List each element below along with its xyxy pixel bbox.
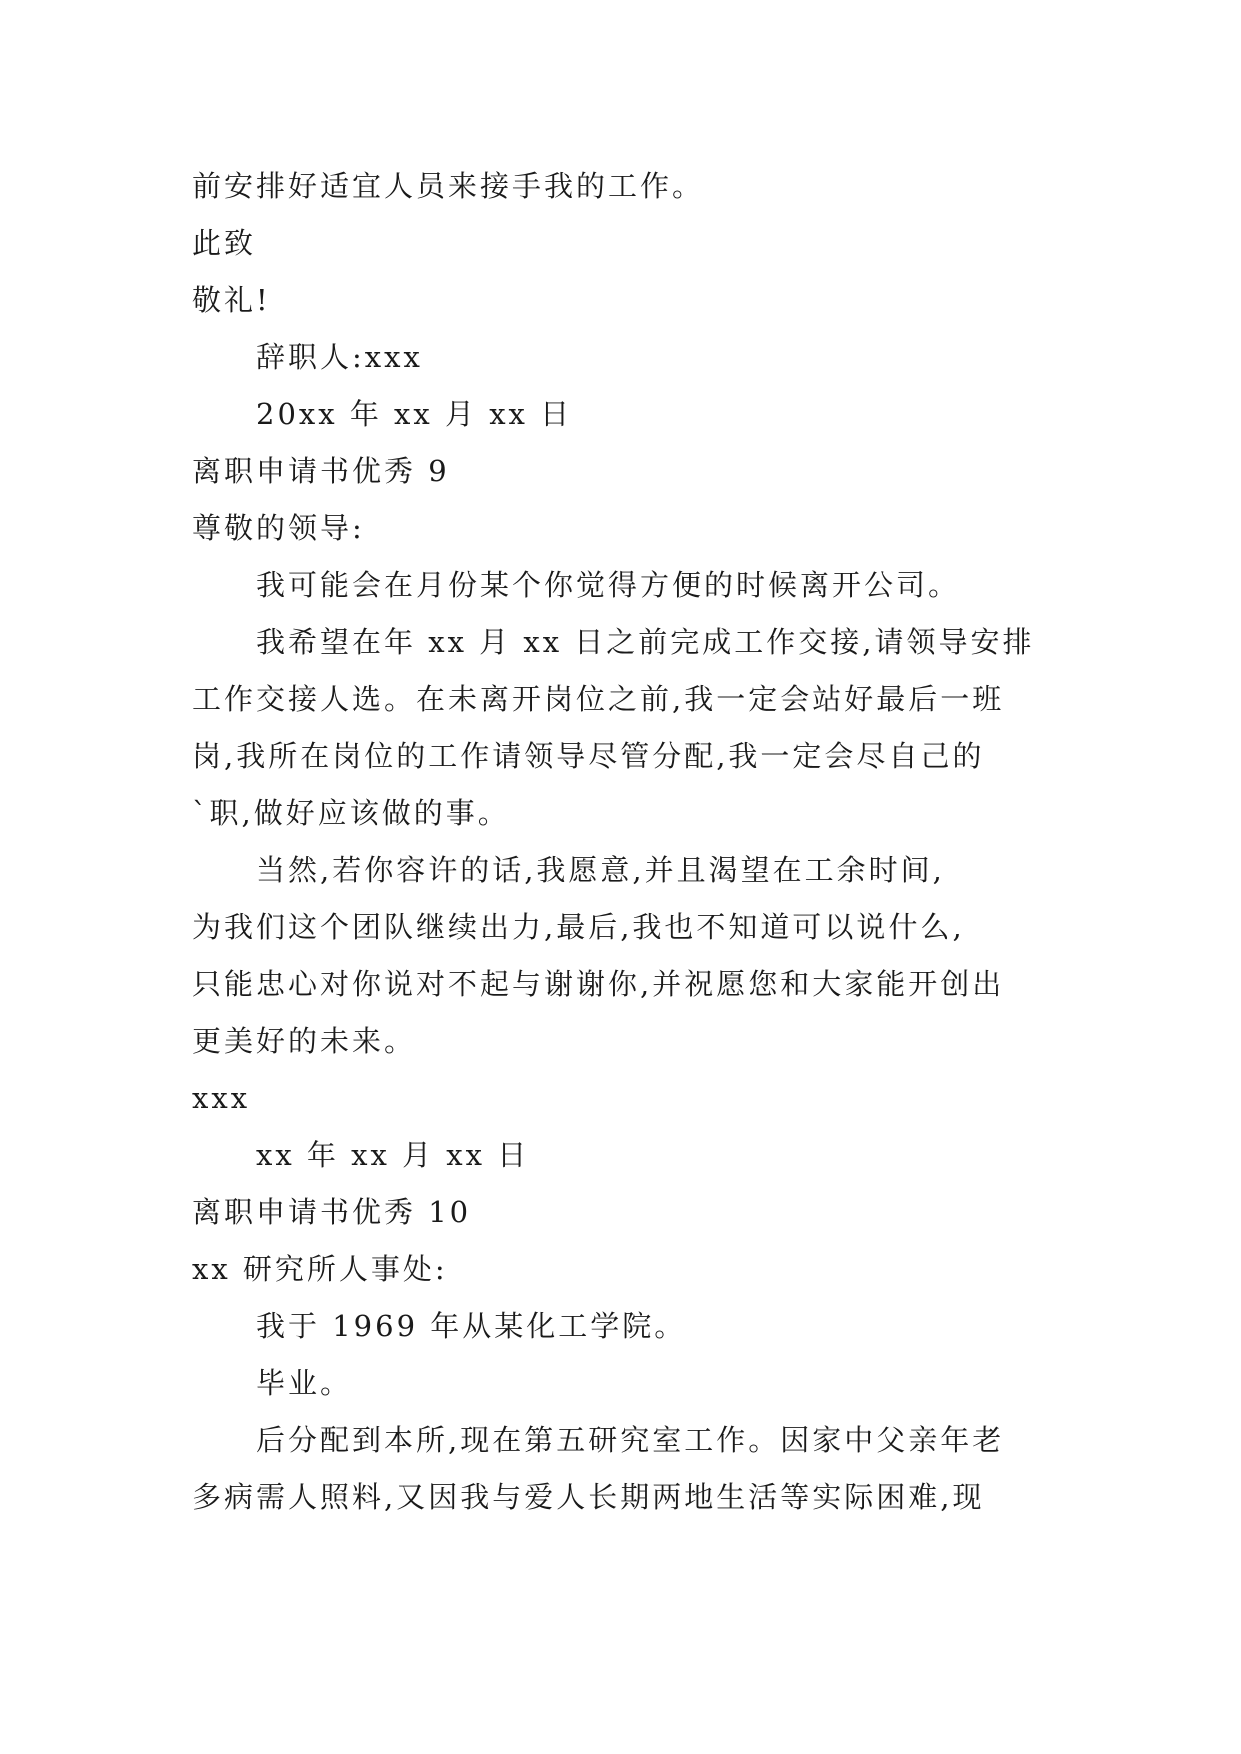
greeting: 尊敬的领导:: [192, 511, 365, 545]
paragraph-line: 当然,若你容许的话,我愿意,并且渴望在工余时间,: [256, 853, 945, 887]
paragraph-line: 岗,我所在岗位的工作请领导尽管分配,我一定会尽自己的: [192, 739, 985, 773]
paragraph-line: 多病需人照料,又因我与爱人长期两地生活等实际困难,现: [192, 1480, 985, 1514]
date-line: 20xx 年 xx 月 xx 日: [256, 397, 573, 431]
paragraph-line: `职,做好应该做的事。: [192, 796, 510, 830]
greeting: xx 研究所人事处:: [192, 1252, 448, 1286]
signature-line: xxx: [192, 1081, 251, 1115]
paragraph-line: 工作交接人选。在未离开岗位之前,我一定会站好最后一班: [192, 682, 1005, 716]
section-title: 离职申请书优秀 9: [192, 454, 450, 488]
paragraph-line: 毕业。: [256, 1366, 353, 1400]
paragraph-line: 我希望在年 xx 月 xx 日之前完成工作交接,请领导安排: [256, 625, 1035, 659]
paragraph-line: 更美好的未来。: [192, 1024, 417, 1058]
signature-line: 辞职人:xxx: [256, 340, 423, 374]
date-line: xx 年 xx 月 xx 日: [256, 1138, 530, 1172]
paragraph-line: 我可能会在月份某个你觉得方便的时候离开公司。: [256, 568, 961, 602]
section-title: 离职申请书优秀 10: [192, 1195, 472, 1229]
closing-regards: 敬礼!: [192, 283, 271, 317]
text-line: 前安排好适宜人员来接手我的工作。: [192, 169, 705, 203]
paragraph-line: 为我们这个团队继续出力,最后,我也不知道可以说什么,: [192, 910, 965, 944]
closing-salutation: 此致: [192, 226, 257, 260]
paragraph-line: 我于 1969 年从某化工学院。: [256, 1309, 687, 1343]
paragraph-line: 后分配到本所,现在第五研究室工作。因家中父亲年老: [256, 1423, 1005, 1457]
paragraph-line: 只能忠心对你说对不起与谢谢你,并祝愿您和大家能开创出: [192, 967, 1005, 1001]
